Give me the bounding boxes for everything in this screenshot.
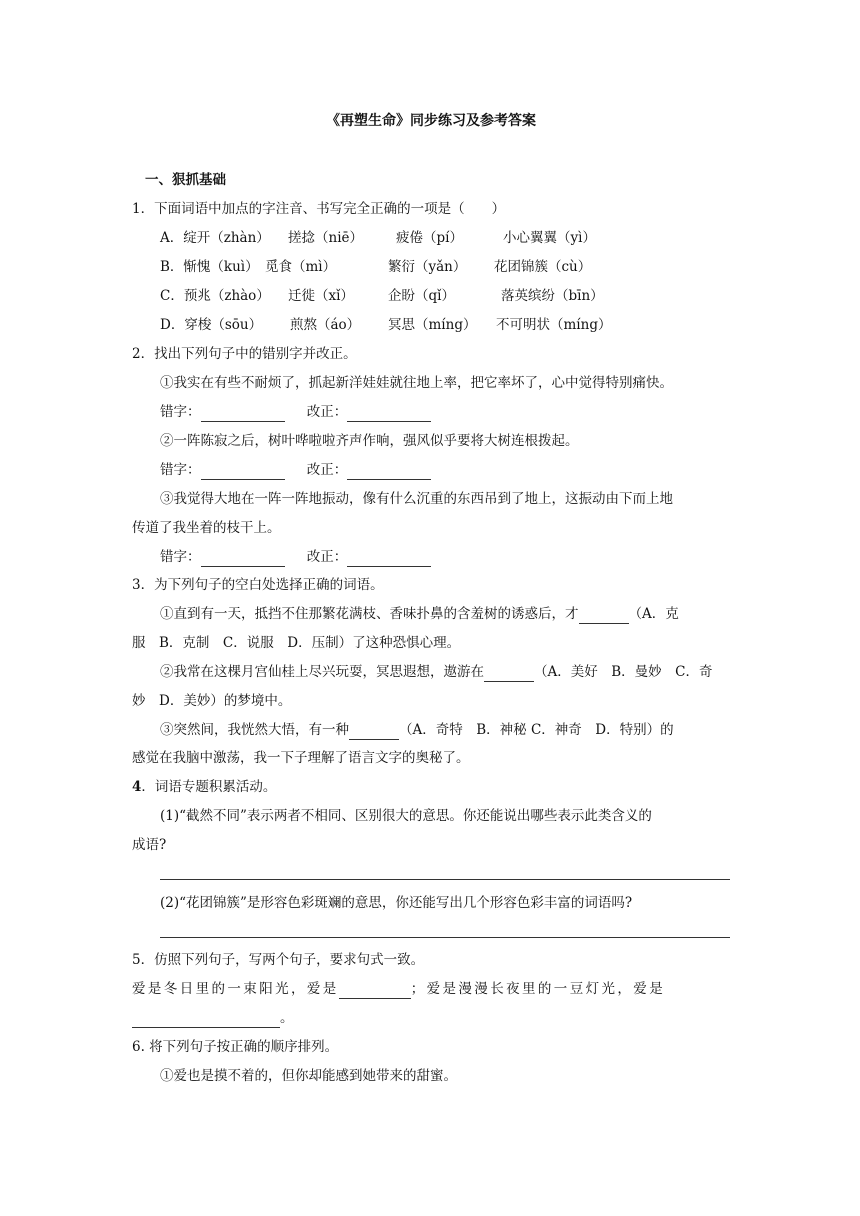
q3-s2-text: ②我常在这棵月宫仙桂上尽兴玩耍，冥思遐想，遨游在 (160, 664, 484, 680)
q5-prefix: 爱是冬日里的一束阳光，爱是 (132, 981, 339, 997)
q5-blank-1[interactable] (339, 998, 411, 999)
q3-s3-text: ③突然间，我恍然大悟，有一种 (160, 722, 349, 738)
q3-sentence-1b: 服 B．克制 C．说服 D．压制）了这种恐惧心理。 (132, 635, 461, 651)
q4-part-1b: 成语? (132, 837, 167, 853)
q1-c-4: 落英缤纷（bīn） (501, 288, 604, 304)
q3-sentence-1a (160, 604, 679, 624)
q1-b-1: B．惭愧（kuì） (160, 259, 259, 275)
q1-b-3: 繁衍（yǎn） (388, 259, 467, 275)
q2-sentence-1: ①我实在有些不耐烦了，抓起新洋娃娃就往地上率，把它率坏了，心中觉得特别痛快。 (160, 375, 673, 391)
q5-line-a (132, 979, 665, 999)
q5-stem: 5．仿照下列句子，写两个句子，要求句式一致。 (132, 952, 425, 968)
q2-answer-row-1 (160, 402, 431, 422)
fix-label: 改正： (306, 404, 348, 420)
q5-middle: ；爱是漫漫长夜里的一豆灯光，爱是 (410, 981, 666, 997)
q1-a-1: A．绽开（zhàn） (160, 230, 270, 246)
q3-sentence-3b: 感觉在我脑中激荡，我一下子理解了语言文字的奥秘了。 (132, 750, 470, 766)
q4-answer-line-1[interactable] (160, 879, 730, 880)
q1-d-3: 冥思（míng） (388, 317, 477, 333)
q2-sentence-3a: ③我觉得大地在一阵一阵地振动，像有什么沉重的东西吊到了地上，这振动由下而上地 (160, 491, 673, 507)
q2-sentence-3b: 传道了我坐着的枝干上。 (132, 520, 281, 536)
q2-answer-row-3 (160, 547, 431, 567)
fix-blank[interactable] (347, 421, 431, 422)
q3-sentence-2b: 妙 D．美妙）的梦境中。 (132, 693, 292, 709)
q2-sentence-2: ②一阵陈寂之后，树叶哗啦啦齐声作响，强风似乎要将大树连根拨起。 (160, 433, 579, 449)
q4-answer-line-2[interactable] (160, 937, 730, 938)
q1-c-2: 迁徙（xǐ） (288, 288, 354, 304)
wrong-char-blank[interactable] (201, 566, 285, 567)
q6-sentence-1: ①爱也是摸不着的，但你却能感到她带来的甜蜜。 (160, 1068, 457, 1084)
section-heading: 一、狠抓基础 (145, 172, 226, 188)
wrong-char-blank[interactable] (201, 421, 285, 422)
q4-part-1a: (1)“截然不同”表示两者不相同、区别很大的意思。你还能说出哪些表示此类含义的 (160, 808, 652, 824)
q6-stem: 6. 将下列句子按正确的顺序排列。 (132, 1039, 339, 1055)
q3-s1-options: （A．克 (628, 606, 679, 622)
q3-sentence-3a (160, 720, 674, 740)
q5-blank-2[interactable] (132, 1027, 280, 1028)
fix-label: 改正： (306, 462, 348, 478)
q3-s2-options: （A．美好 B．曼妙 C．奇 (534, 664, 713, 680)
page-title: 《再塑生命》同步练习及参考答案 (326, 113, 536, 129)
fix-label: 改正： (306, 549, 348, 565)
q1-c-3: 企盼（qǐ） (388, 288, 455, 304)
q4-stem (132, 777, 276, 797)
q1-b-4: 花团锦簇（cù） (494, 259, 592, 275)
q1-b-2: 觅食（mì） (265, 259, 337, 275)
q3-stem: 3．为下列句子的空白处选择正确的词语。 (132, 577, 384, 593)
q3-blank-2[interactable] (484, 681, 534, 682)
q1-stem: 1．下面词语中加点的字注音、书写完全正确的一项是（ ） (132, 201, 506, 217)
q4-stem-text: ．词语专题积累活动。 (141, 779, 277, 795)
fix-blank[interactable] (347, 479, 431, 480)
q4-part-2: (2)“花团锦簇”是形容色彩斑斓的意思，你还能写出几个形容色彩丰富的词语吗? (160, 895, 633, 911)
wrong-char-label: 错字： (160, 462, 201, 478)
q1-c-1: C．预兆（zhào） (160, 288, 270, 304)
q2-stem: 2．找出下列句子中的错别字并改正。 (132, 346, 357, 362)
wrong-char-blank[interactable] (201, 479, 285, 480)
q5-period: 。 (280, 1010, 294, 1026)
q1-a-2: 搓捻（niē） (288, 230, 364, 246)
q1-d-2: 煎熬（áo） (290, 317, 361, 333)
q2-answer-row-2 (160, 460, 431, 480)
q3-s1-text: ①直到有一天，抵挡不住那繁花满枝、香味扑鼻的含羞树的诱惑后，才 (160, 606, 579, 622)
wrong-char-label: 错字： (160, 404, 201, 420)
wrong-char-label: 错字： (160, 549, 201, 565)
q1-d-4: 不可明状（míng） (496, 317, 612, 333)
q1-a-3: 疲倦（pí） (396, 230, 463, 246)
fix-blank[interactable] (347, 566, 431, 567)
q5-line-b (132, 1008, 294, 1028)
q1-d-1: D．穿梭（sōu） (160, 317, 263, 333)
q1-a-4: 小心翼翼（yì） (503, 230, 596, 246)
q3-blank-1[interactable] (579, 623, 629, 624)
q3-s3-options: （A．奇特 B．神秘 C．神奇 D．特别）的 (399, 722, 674, 738)
q4-number: 4 (132, 779, 142, 795)
q3-blank-3[interactable] (349, 739, 399, 740)
q3-sentence-2a (160, 662, 713, 682)
